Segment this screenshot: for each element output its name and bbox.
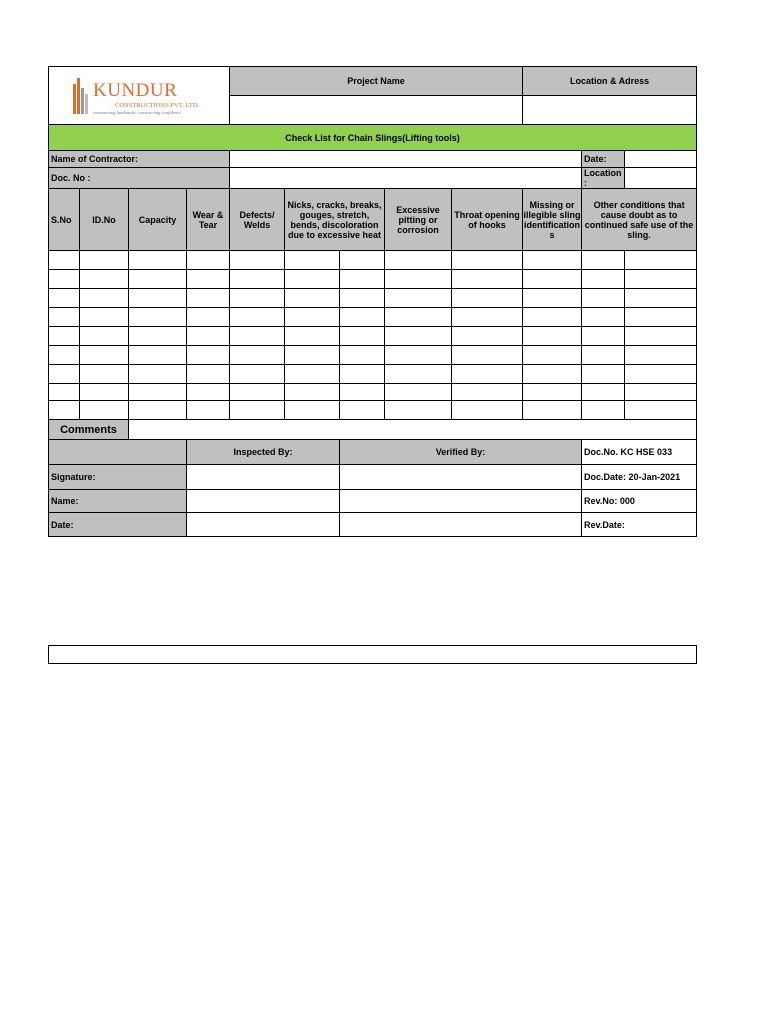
inspected-name[interactable] [187,490,340,513]
table-cell[interactable] [49,251,80,270]
col-idno: ID.No [80,189,129,251]
rev-date: Rev.Date: [582,513,697,537]
rev-number: Rev.No: 000 [582,490,697,513]
table-cell[interactable] [340,384,385,401]
table-cell[interactable] [129,308,187,327]
table-cell[interactable] [385,401,452,420]
table-cell[interactable] [340,270,385,289]
table-cell[interactable] [385,365,452,384]
table-cell[interactable] [80,346,129,365]
table-cell[interactable] [523,346,582,365]
table-cell[interactable] [582,384,625,401]
table-cell[interactable] [129,365,187,384]
table-cell[interactable] [582,270,625,289]
table-cell[interactable] [80,401,129,420]
table-cell[interactable] [385,346,452,365]
table-row [49,384,697,401]
table-cell[interactable] [80,384,129,401]
table-cell[interactable] [230,308,285,327]
location-header: Location & Adress [523,67,697,96]
table-cell[interactable] [582,365,625,384]
table-row [49,365,697,384]
table-cell[interactable] [285,270,340,289]
verified-signature[interactable] [340,465,582,490]
table-cell[interactable] [625,346,697,365]
project-name-value[interactable] [230,96,523,125]
table-cell[interactable] [80,289,129,308]
table-cell[interactable] [340,308,385,327]
table-cell[interactable] [230,365,285,384]
table-cell[interactable] [187,289,230,308]
footer-box [48,645,697,664]
col-pitting-corrosion: Excessive pitting or corrosion [385,189,452,251]
table-row [49,327,697,346]
table-cell[interactable] [452,251,523,270]
table-row [49,401,697,420]
table-cell[interactable] [523,365,582,384]
table-cell[interactable] [340,365,385,384]
table-cell[interactable] [340,327,385,346]
checklist-sheet [48,66,697,537]
date-value[interactable] [625,151,697,168]
logo-brand-name: KUNDUR [93,79,178,101]
col-sno: S.No [49,189,80,251]
table-row [49,251,697,270]
table-cell[interactable] [187,308,230,327]
table-cell[interactable] [80,270,129,289]
doc-no-value[interactable] [230,168,582,189]
table-cell[interactable] [285,308,340,327]
table-cell[interactable] [285,384,340,401]
table-cell[interactable] [385,327,452,346]
signoff-date-label: Date: [49,513,187,537]
table-cell[interactable] [285,327,340,346]
location-info-value[interactable] [625,168,697,189]
table-cell[interactable] [523,401,582,420]
table-cell[interactable] [385,289,452,308]
table-cell[interactable] [582,289,625,308]
table-cell[interactable] [340,346,385,365]
col-wear-tear: Wear & Tear [187,189,230,251]
table-cell[interactable] [187,365,230,384]
table-cell[interactable] [230,270,285,289]
comments-label: Comments [49,420,129,440]
inspected-date[interactable] [187,513,340,537]
table-cell[interactable] [187,401,230,420]
table-cell[interactable] [129,251,187,270]
inspected-by-header: Inspected By: [187,440,340,465]
project-name-header: Project Name [230,67,523,96]
table-cell[interactable] [452,270,523,289]
location-info-label: Location : [582,168,625,189]
table-cell[interactable] [230,289,285,308]
table-cell[interactable] [452,346,523,365]
table-cell[interactable] [285,289,340,308]
table-cell[interactable] [340,401,385,420]
table-cell[interactable] [230,327,285,346]
table-cell[interactable] [340,251,385,270]
col-throat-opening: Throat opening of hooks [452,189,523,251]
table-cell[interactable] [625,384,697,401]
table-row [49,308,697,327]
col-other-conditions: Other conditions that cause doubt as to continued safe use of the sling. [582,189,697,251]
table-cell[interactable] [452,289,523,308]
table-cell[interactable] [230,384,285,401]
table-cell[interactable] [385,251,452,270]
table-cell[interactable] [285,346,340,365]
table-cell[interactable] [285,251,340,270]
table-cell[interactable] [452,308,523,327]
table-cell[interactable] [49,384,80,401]
date-label: Date: [582,151,625,168]
table-cell[interactable] [49,327,80,346]
table-cell[interactable] [230,401,285,420]
table-cell[interactable] [523,270,582,289]
table-row [49,270,697,289]
table-cell[interactable] [452,401,523,420]
table-cell[interactable] [625,365,697,384]
inspected-signature[interactable] [187,465,340,490]
table-cell[interactable] [523,384,582,401]
table-cell[interactable] [129,327,187,346]
table-cell[interactable] [230,251,285,270]
table-cell[interactable] [582,401,625,420]
table-cell[interactable] [385,270,452,289]
table-cell[interactable] [285,365,340,384]
table-cell[interactable] [452,384,523,401]
table-cell[interactable] [230,346,285,365]
checklist-title: Check List for Chain Slings(Lifting tools) [49,125,697,151]
table-cell[interactable] [187,346,230,365]
table-cell[interactable] [523,327,582,346]
table-cell[interactable] [80,308,129,327]
location-value[interactable] [523,96,697,125]
comments-value[interactable] [129,420,697,440]
table-cell[interactable] [187,270,230,289]
table-row [49,289,697,308]
table-row [49,346,697,365]
table-cell[interactable] [340,289,385,308]
table-cell[interactable] [625,401,697,420]
table-cell[interactable] [523,308,582,327]
table-cell[interactable] [625,308,697,327]
table-cell[interactable] [80,365,129,384]
table-cell[interactable] [49,346,80,365]
table-cell[interactable] [129,346,187,365]
logo-tagline: constructing landmarks, constructing confidence [93,109,181,115]
table-cell[interactable] [625,270,697,289]
contractor-value[interactable] [230,151,582,168]
table-cell[interactable] [49,270,80,289]
table-cell[interactable] [582,327,625,346]
building-logo-icon [71,74,91,114]
table-cell[interactable] [80,251,129,270]
table-cell[interactable] [523,289,582,308]
col-nicks-cracks: Nicks, cracks, breaks, gouges, stretch, bends, discoloration due to excessive heat [285,189,385,251]
contractor-label: Name of Contractor: [49,151,230,168]
table-cell[interactable] [187,251,230,270]
verified-date[interactable] [340,513,582,537]
logo-subtitle: CONSTRUCTIONS PVT. LTD. [115,101,200,109]
verified-by-header: Verified By: [340,440,582,465]
checklist-rows [49,251,697,420]
table-cell[interactable] [385,384,452,401]
doc-date: Doc.Date: 20-Jan-2021 [582,465,697,490]
table-cell[interactable] [129,289,187,308]
doc-number: Doc.No. KC HSE 033 [582,440,697,465]
table-cell[interactable] [523,251,582,270]
table-cell[interactable] [80,327,129,346]
table-cell[interactable] [625,327,697,346]
checklist-table [48,66,697,537]
table-cell[interactable] [452,327,523,346]
table-cell[interactable] [49,289,80,308]
table-cell[interactable] [625,251,697,270]
table-cell[interactable] [452,365,523,384]
table-cell[interactable] [49,365,80,384]
verified-name[interactable] [340,490,582,513]
table-cell[interactable] [582,308,625,327]
name-label: Name: [49,490,187,513]
table-cell[interactable] [187,327,230,346]
col-capacity: Capacity [129,189,187,251]
table-cell[interactable] [129,384,187,401]
table-cell[interactable] [385,308,452,327]
table-cell[interactable] [625,289,697,308]
table-cell[interactable] [582,251,625,270]
doc-no-label: Doc. No : [49,168,230,189]
signoff-corner [49,440,187,465]
table-cell[interactable] [582,346,625,365]
table-cell[interactable] [49,401,80,420]
table-cell[interactable] [129,270,187,289]
table-cell[interactable] [49,308,80,327]
company-logo [49,67,230,125]
col-missing-identification: Missing or illegible sling identification s [523,189,582,251]
signature-label: Signature: [49,465,187,490]
table-cell[interactable] [187,384,230,401]
table-cell[interactable] [285,401,340,420]
table-cell[interactable] [129,401,187,420]
col-defects-welds: Defects/ Welds [230,189,285,251]
